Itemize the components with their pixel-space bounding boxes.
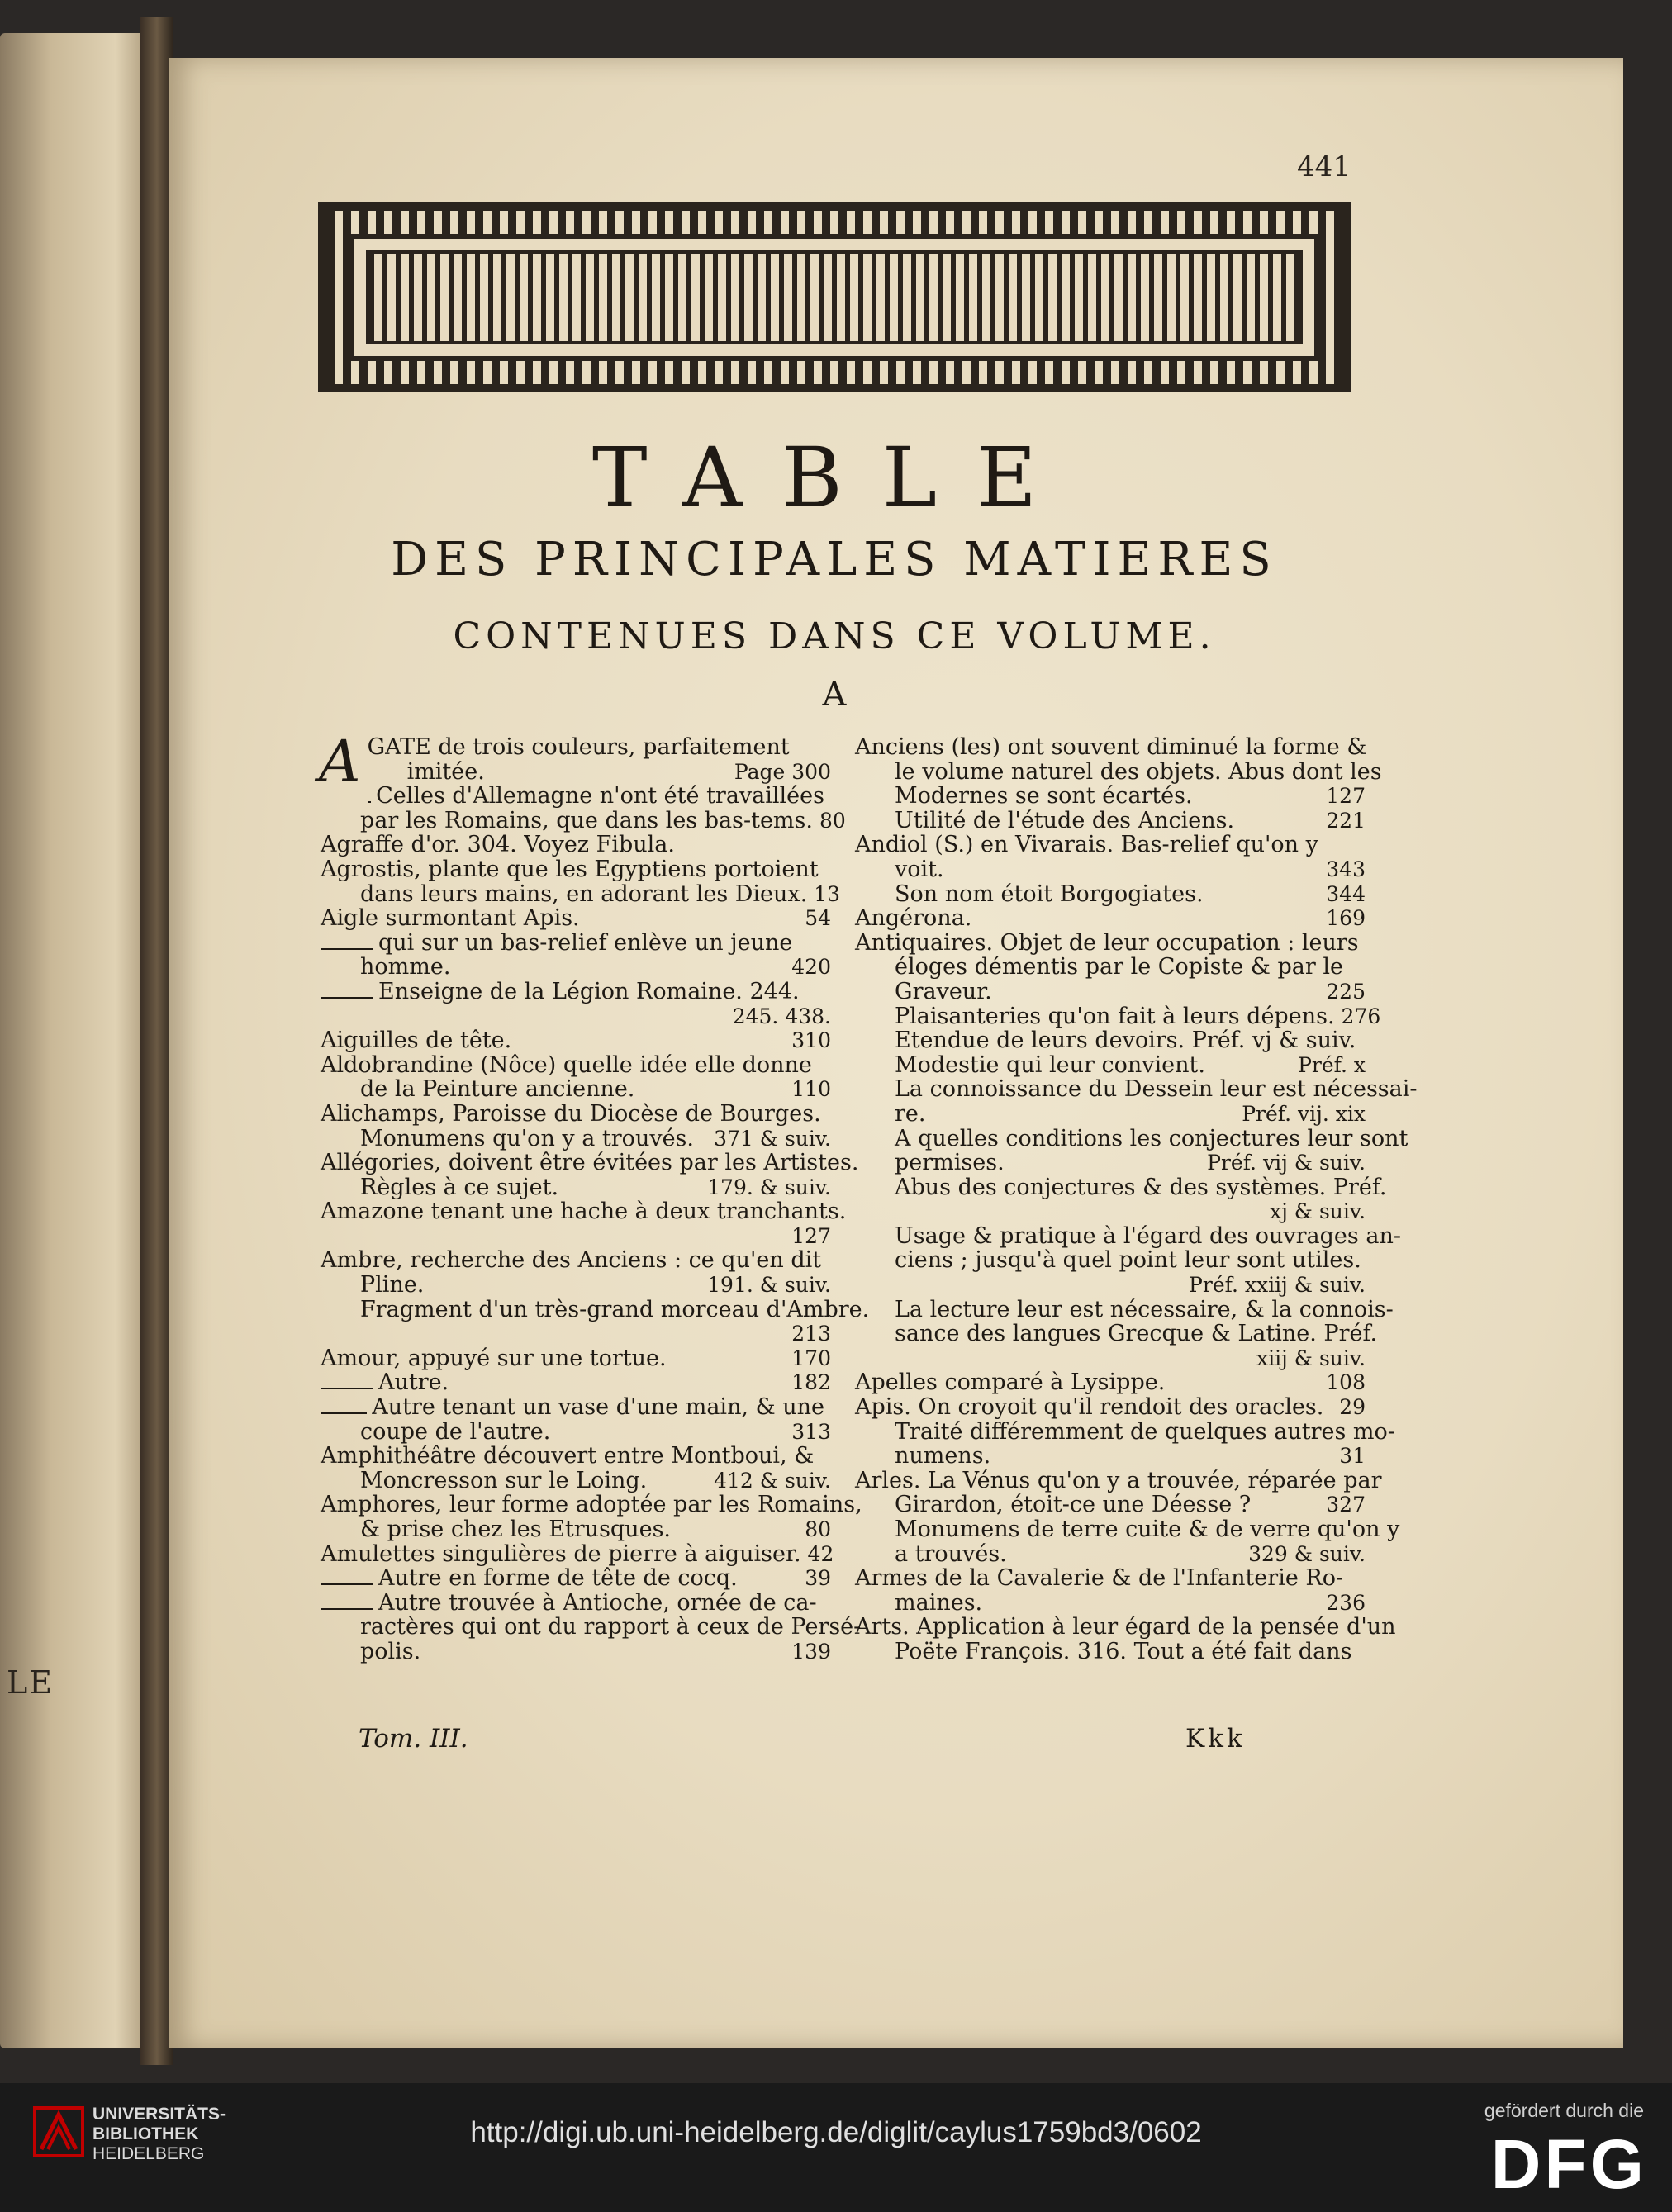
index-entry (321, 833, 831, 857)
entry-page-ref: 169 (1326, 906, 1366, 931)
entry-text: Graveur. (895, 978, 992, 1004)
entry-line (855, 1174, 1387, 1200)
entry-line (855, 1199, 1366, 1224)
entry-line (321, 1420, 831, 1445)
entry-line (321, 1102, 831, 1127)
entry-page-ref: 213 (791, 1322, 831, 1346)
index-entry (321, 1540, 834, 1567)
entry-text: Poëte François. 316. Tout a été fait dans (895, 1638, 1352, 1664)
entry-line (855, 1151, 1366, 1175)
entry-text: numens. (895, 1443, 991, 1469)
entry-page-ref: Page 300 (734, 759, 831, 784)
entry-page-ref: 310 (791, 1028, 831, 1053)
entry-text: Son nom étoit Borgogiates. (895, 881, 1204, 907)
entry-line (855, 1346, 1366, 1371)
entry-text: GATE de trois couleurs, parfaitement (367, 734, 790, 760)
entry-line (855, 1614, 1396, 1640)
entry-page-ref: 179. & suiv. (707, 1175, 831, 1199)
entry-text: Amphithéâtre découvert entre Montboui, & (321, 1443, 815, 1469)
entry-line (321, 1296, 870, 1322)
entry-line (321, 881, 841, 907)
index-entry (321, 1247, 870, 1346)
entry-page-ref: 80 (805, 1517, 831, 1541)
entry-line (855, 809, 1366, 833)
entry-text: le volume naturel des objets. Abus dont les (895, 758, 1382, 785)
entry-page-ref: 182 (791, 1370, 831, 1395)
entry-line (368, 784, 831, 809)
entry-text: imitée. (406, 758, 485, 785)
entry-text: Agrostis, plante que les Egyptiens portoient (321, 856, 819, 882)
entry-line (855, 1028, 1366, 1053)
entry-page-ref: 327 (1326, 1493, 1366, 1517)
entry-line (321, 1566, 831, 1591)
entry-text: Apis. On croyoit qu'il rendoit des oracles. (855, 1394, 1324, 1421)
entry-line (855, 1370, 1366, 1395)
entry-page-ref: 127 (1326, 784, 1366, 809)
entry-text: Girardon, étoit-ce une Déesse ? (895, 1492, 1252, 1518)
index-entry (855, 906, 1366, 931)
entry-line (321, 1540, 834, 1567)
entry-page-ref: Préf. x (1298, 1052, 1366, 1077)
index-entry (321, 856, 841, 907)
entry-text: Usage & pratique à l'égard des ouvrages an- (895, 1222, 1401, 1249)
entry-text: La lecture leur est nécessaire, & la connois- (895, 1296, 1394, 1322)
entry-page-ref: Préf. xxiij & suiv. (1189, 1273, 1366, 1298)
index-entry (855, 1394, 1395, 1469)
page-number: 441 (1297, 150, 1351, 183)
entry-line (855, 857, 1366, 882)
entry-page-ref: 29 (1339, 1395, 1366, 1420)
entry-page-ref: 108 (1326, 1370, 1366, 1395)
entry-line (321, 1175, 831, 1200)
entry-text: homme. (360, 954, 451, 980)
entry-line (855, 1640, 1366, 1664)
entry-page-ref: 221 (1326, 808, 1366, 833)
entry-text: Ambre, recherche des Anciens : ce qu'en dit (321, 1247, 822, 1274)
entry-line (855, 1273, 1366, 1298)
entry-line (321, 955, 831, 980)
entry-text: Autre. (378, 1369, 449, 1396)
entry-line (855, 931, 1366, 956)
entry-text: La connoissance du Dessein leur est nécessai- (895, 1076, 1418, 1103)
entry-line (855, 1003, 1381, 1029)
entry-text: Aldobrandine (Nôce) quelle idée elle donne (321, 1051, 812, 1078)
index-entry (321, 1102, 831, 1151)
entry-text: Utilité de l'étude des Anciens. (895, 807, 1235, 833)
entry-line (855, 1076, 1418, 1103)
footer-bar (0, 2083, 1672, 2212)
ditto-dash (368, 801, 372, 803)
entry-line (321, 1273, 831, 1298)
library-line-2: BIBLIOTHEK (93, 2124, 199, 2143)
index-entry (321, 1492, 862, 1542)
entry-line (855, 833, 1366, 857)
entry-line (855, 1542, 1366, 1567)
entry-page-ref: 13 (814, 881, 841, 906)
entry-text: maines. (895, 1589, 983, 1616)
index-entry (321, 1370, 831, 1395)
entry-text: A quelles conditions les conjectures leur sont (895, 1125, 1408, 1151)
entry-text: Traité différemment de quelques autres mo- (895, 1418, 1395, 1445)
ditto-dash (321, 997, 373, 999)
entry-text: Moncresson sur le Loing. (360, 1467, 648, 1493)
entry-page-ref: xj & suiv. (1269, 1199, 1366, 1224)
entry-line (855, 1444, 1366, 1469)
ditto-dash (321, 1388, 373, 1389)
index-entry (855, 833, 1366, 906)
index-entry (321, 1444, 831, 1493)
index-entry (321, 980, 831, 1028)
entry-text: Apelles comparé à Lysippe. (855, 1369, 1166, 1396)
entry-line (855, 980, 1366, 1004)
entry-text: Enseigne de la Légion Romaine. 244. (378, 978, 800, 1004)
entry-page-ref: Préf. vij & suiv. (1207, 1151, 1366, 1175)
index-column-left (319, 728, 870, 1664)
entry-page-ref: 31 (1339, 1444, 1366, 1469)
index-entry (855, 1370, 1366, 1395)
left-page-edge (0, 33, 145, 2048)
index-entry (319, 728, 831, 795)
entry-page-ref: 313 (791, 1419, 831, 1444)
entry-line (321, 1077, 831, 1102)
entry-line (321, 1004, 831, 1029)
index-entry (321, 1589, 862, 1664)
volume-footer: Tom. III. (359, 1724, 468, 1754)
entry-page-ref: 170 (791, 1346, 831, 1370)
entry-page-ref: Préf. vij. xix (1242, 1101, 1366, 1126)
entry-line (321, 1053, 831, 1078)
dfg-logo: DFG (1490, 2125, 1647, 2203)
subtitle-line-1: DES PRINCIPALES MATIERES (391, 533, 1278, 586)
entry-page-ref: 344 (1326, 881, 1366, 906)
index-entry (321, 1053, 831, 1102)
entry-text: Modernes se sont écartés. (895, 783, 1193, 809)
entry-line (321, 1591, 831, 1616)
entry-line (368, 760, 831, 785)
entry-line (855, 1053, 1366, 1078)
entry-text: permises. (895, 1150, 1005, 1176)
entry-line (321, 906, 831, 931)
index-entry (321, 1199, 847, 1248)
page-title: TABLE (591, 430, 1077, 526)
ditto-dash (321, 1608, 373, 1610)
entry-text: Monumens de terre cuite & de verre qu'on y (895, 1517, 1400, 1542)
entry-line (321, 980, 831, 1004)
entry-line (321, 1517, 831, 1542)
section-letter: A (822, 676, 847, 714)
index-entry (321, 931, 831, 980)
entry-line (368, 735, 831, 760)
entry-line (321, 931, 831, 956)
entry-text: Agraffe d'or. 304. Voyez Fibula. (321, 832, 675, 858)
entry-text: Andiol (S.) en Vivarais. Bas-relief qu'on y (855, 832, 1318, 858)
entry-text: a trouvés. (895, 1540, 1007, 1567)
entry-line (321, 1395, 831, 1420)
library-line-3: HEIDELBERG (93, 2144, 205, 2163)
entry-line (855, 784, 1366, 809)
entry-text: re. (895, 1100, 926, 1127)
entry-line (321, 1322, 831, 1346)
entry-line (855, 1321, 1378, 1347)
entry-page-ref: 54 (805, 906, 831, 931)
entry-page-ref: 80 (819, 808, 846, 833)
entry-text: qui sur un bas-relief enlève un jeune (378, 929, 793, 956)
entry-line (321, 1614, 862, 1640)
index-entry (855, 1467, 1400, 1567)
ditto-dash (321, 1583, 373, 1585)
entry-line (855, 735, 1366, 760)
entry-text: Arles. La Vénus qu'on y a trouvée, réparée par (855, 1467, 1382, 1493)
entry-text: Autre trouvée à Antioche, ornée de ca- (378, 1589, 817, 1616)
entry-text: Fragment d'un très-grand morceau d'Ambre. (360, 1296, 870, 1322)
entry-line (855, 1102, 1366, 1127)
index-entry (855, 1614, 1396, 1664)
entry-text: Angérona. (855, 905, 972, 932)
entry-line (855, 1517, 1400, 1542)
entry-text: Autre tenant un vase d'une main, & une (372, 1394, 824, 1421)
entry-text: Antiquaires. Objet de leur occupation : leurs (855, 929, 1359, 956)
entry-text: Amphores, leur forme adoptée par les Romains, (321, 1492, 862, 1518)
index-entry (855, 929, 1418, 1371)
index-entry (321, 783, 846, 833)
entry-line (321, 1199, 847, 1225)
entry-text: Arts. Application à leur égard de la pensée d'un (855, 1614, 1396, 1640)
entry-line (321, 1469, 831, 1493)
entry-text: Celles d'Allemagne n'ont été travaillées (376, 783, 824, 809)
index-entry (321, 1566, 831, 1591)
entry-line (855, 1296, 1394, 1322)
entry-page-ref: 420 (791, 955, 831, 980)
entry-text: ciens ; jusqu'à quel point leur sont utiles. (895, 1247, 1361, 1274)
entry-text: Aiguilles de tête. (321, 1028, 512, 1054)
entry-text: éloges démentis par le Copiste & par le (895, 954, 1343, 980)
entry-page-ref: 39 (805, 1566, 831, 1591)
entry-line (855, 955, 1366, 980)
entry-page-ref: 225 (1326, 979, 1366, 1004)
entry-text: Etendue de leurs devoirs. Préf. vj & suiv. (895, 1028, 1356, 1054)
entry-text: Amulettes singulières de pierre à aiguiser. (321, 1540, 801, 1567)
entry-page-ref: xiij & suiv. (1256, 1346, 1366, 1370)
entry-line (321, 1370, 831, 1395)
entry-line (855, 1418, 1395, 1445)
entry-line (855, 1591, 1366, 1616)
entry-page-ref: 276 (1341, 1004, 1381, 1028)
book-spine (140, 17, 173, 2065)
entry-line (321, 1248, 831, 1273)
entry-page-ref: 127 (791, 1223, 831, 1248)
signature-mark: Kkk (1185, 1724, 1246, 1754)
index-column-right (855, 734, 1418, 1664)
library-line-1: UNIVERSITÄTS- (93, 2105, 226, 2124)
ditto-dash (321, 948, 373, 950)
index-entry (855, 734, 1382, 833)
entry-page-ref: 191. & suiv. (707, 1273, 831, 1298)
entry-text: sance des langues Grecque & Latine. Préf. (895, 1321, 1378, 1347)
index-entry (321, 1395, 831, 1444)
entry-line (321, 1028, 831, 1053)
entry-page-ref: 110 (791, 1077, 831, 1102)
entry-text: de la Peinture ancienne. (360, 1076, 635, 1103)
entry-page-ref: 343 (1326, 857, 1366, 881)
source-url-link[interactable]: http://digi.ub.uni-heidelberg.de/diglit/caylus1759bd3/0602 (470, 2116, 1202, 2148)
entry-page-ref: 329 & suiv. (1248, 1541, 1366, 1566)
entry-text: dans leurs mains, en adorant les Dieux. (360, 881, 808, 907)
entry-text: coupe de l'autre. (360, 1418, 551, 1445)
entry-text: ractères qui ont du rapport à ceux de Persé- (360, 1614, 862, 1640)
entry-text: Armes de la Cavalerie & de l'Infanterie Ro- (855, 1565, 1344, 1592)
entry-line (855, 1395, 1366, 1420)
entry-text: & prise chez les Etrusques. (360, 1517, 672, 1542)
entry-page-ref: 412 & suiv. (714, 1468, 831, 1493)
entry-page-ref: 245. 438. (732, 1004, 831, 1028)
index-entry (321, 906, 831, 931)
entry-line (321, 807, 846, 833)
entry-text: Règles à ce sujet. (360, 1174, 559, 1200)
entry-text: Anciens (les) ont souvent diminué la forme & (855, 734, 1367, 760)
entry-text: Modestie qui leur convient. (895, 1051, 1205, 1078)
funded-by-label: gefördert durch die (1484, 2100, 1644, 2121)
entry-line (855, 1467, 1382, 1493)
entry-text: Plaisanteries qu'on fait à leurs dépens. (895, 1003, 1335, 1029)
entry-page-ref: 371 & suiv. (714, 1126, 831, 1151)
entry-line (321, 1150, 859, 1176)
index-entry (321, 1150, 859, 1200)
entry-text: Abus des conjectures & des systèmes. Préf. (895, 1174, 1387, 1200)
entry-text: Aigle surmontant Apis. (321, 905, 580, 932)
entry-line (855, 906, 1366, 931)
entry-text: par les Romains, que dans les bas-tems. (360, 807, 813, 833)
entry-page-ref: 139 (791, 1639, 831, 1664)
entry-text: Alichamps, Paroisse du Diocèse de Bourges. (321, 1100, 821, 1127)
entry-line (855, 882, 1366, 907)
entry-line (855, 1248, 1366, 1273)
ditto-dash (321, 1412, 367, 1414)
entry-line (855, 1222, 1401, 1249)
index-entry (321, 1028, 831, 1053)
entry-page-ref: 42 (807, 1541, 834, 1566)
entry-line (321, 1127, 831, 1151)
entry-text: Pline. (360, 1272, 425, 1298)
ornamental-headpiece (318, 202, 1351, 392)
entry-line (321, 1444, 831, 1469)
entry-line (855, 1125, 1408, 1151)
index-entry (321, 1346, 831, 1371)
entry-text: polis. (360, 1638, 421, 1664)
entry-text: Amour, appuyé sur une tortue. (321, 1345, 667, 1371)
left-page-fragment: LE (7, 1664, 54, 1701)
entry-line (321, 1640, 831, 1664)
entry-line (321, 1224, 831, 1249)
entry-line (855, 1493, 1366, 1517)
entry-line (855, 1566, 1366, 1591)
entry-line (321, 1492, 862, 1518)
index-entry (855, 1566, 1366, 1615)
entry-text: Autre en forme de tête de cocq. (378, 1565, 738, 1592)
entry-line (855, 758, 1382, 785)
entry-text: Allégories, doivent être évitées par les Artistes. (321, 1150, 859, 1176)
entry-page-ref: 236 (1326, 1590, 1366, 1615)
drop-cap: A (319, 728, 361, 795)
entry-text: voit. (895, 856, 944, 882)
entry-text: Monumens qu'on y a trouvés. (360, 1125, 694, 1151)
entry-line (321, 833, 831, 857)
subtitle-line-2: CONTENUES DANS CE VOLUME. (453, 615, 1216, 657)
entry-line (321, 1346, 831, 1371)
entry-line (321, 857, 831, 882)
entry-text: Amazone tenant une hache à deux tranchants. (321, 1199, 847, 1225)
